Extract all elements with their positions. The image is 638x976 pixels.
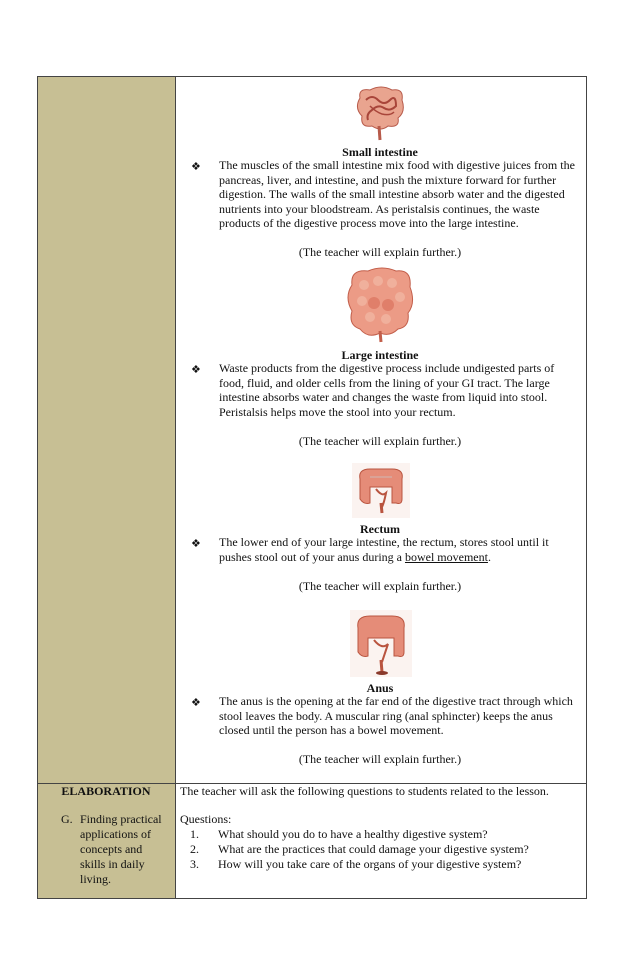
anus-text: The anus is the opening at the far end of the digestive tract through which stool leaves the body. A muscular ring (anal sphincter) keeps the anus closed until the person has a bowel movement. [219,694,573,737]
bullet-icon: ❖ [191,161,201,173]
rectum-text-before: The lower end of your large intestine, the rectum, stores stool until it pushes stool out of your anus during a [219,535,549,564]
bullet-icon: ❖ [191,697,201,709]
elaboration-intro: The teacher will ask the following questions to students related to the lesson. [180,784,549,798]
elaboration-heading: ELABORATION [61,784,151,798]
question-text: What are the practices that could damage your digestive system? [218,842,529,856]
large-intestine-image [340,263,422,343]
bullet-icon: ❖ [191,538,201,550]
question-item [180,827,488,842]
bullet-icon: ❖ [191,364,201,376]
teacher-note: (The teacher will explain further.) [298,752,462,766]
anus-title: Anus [366,681,394,695]
small-intestine-text: The muscles of the small intestine mix food with digestive juices from the pancreas, liver, and intestine, and push the mixture forward for further digestion. The walls of the small intestine absorb water and the digested nutrients into your bloodstream. As peristalsis continues, the waste products of the digestive process move into the large intestine. [219,158,575,230]
question-text: What should you do to have a healthy digestive system? [218,827,488,841]
bowel-movement-link[interactable]: bowel movement [404,549,488,564]
large-intestine-text: Waste products from the digestive process include undigested parts of food, fluid, and older cells from the lining of your GI tract. The large intestine absorbs water and changes the waste from liquid into stool. Peristalsis helps move the stool into your rectum. [219,361,555,419]
teacher-note: (The teacher will explain further.) [298,434,462,448]
teacher-note: (The teacher will explain further.) [298,245,462,259]
question-text: How will you take care of the organs of your digestive system? [218,857,522,871]
rectum-image [352,463,410,518]
anus-image [350,610,412,677]
questions-label: Questions: [180,812,232,826]
elaboration-item-text: Finding practical applications of concepts and skills in daily living. [80,812,162,886]
left-column [38,77,176,898]
elaboration-item-label: G. [61,812,73,826]
rectum-text-after: . [487,549,491,564]
question-item [180,857,521,872]
rectum-text [219,535,579,564]
teacher-note: (The teacher will explain further.) [298,579,462,593]
small-intestine-image [350,80,412,142]
question-number: 2. [190,842,199,856]
question-number: 3. [190,857,199,871]
question-number: 1. [190,827,199,841]
rectum-title: Rectum [360,522,400,536]
large-intestine-title: Large intestine [341,348,419,362]
question-item [180,842,529,857]
small-intestine-title: Small intestine [342,145,418,159]
